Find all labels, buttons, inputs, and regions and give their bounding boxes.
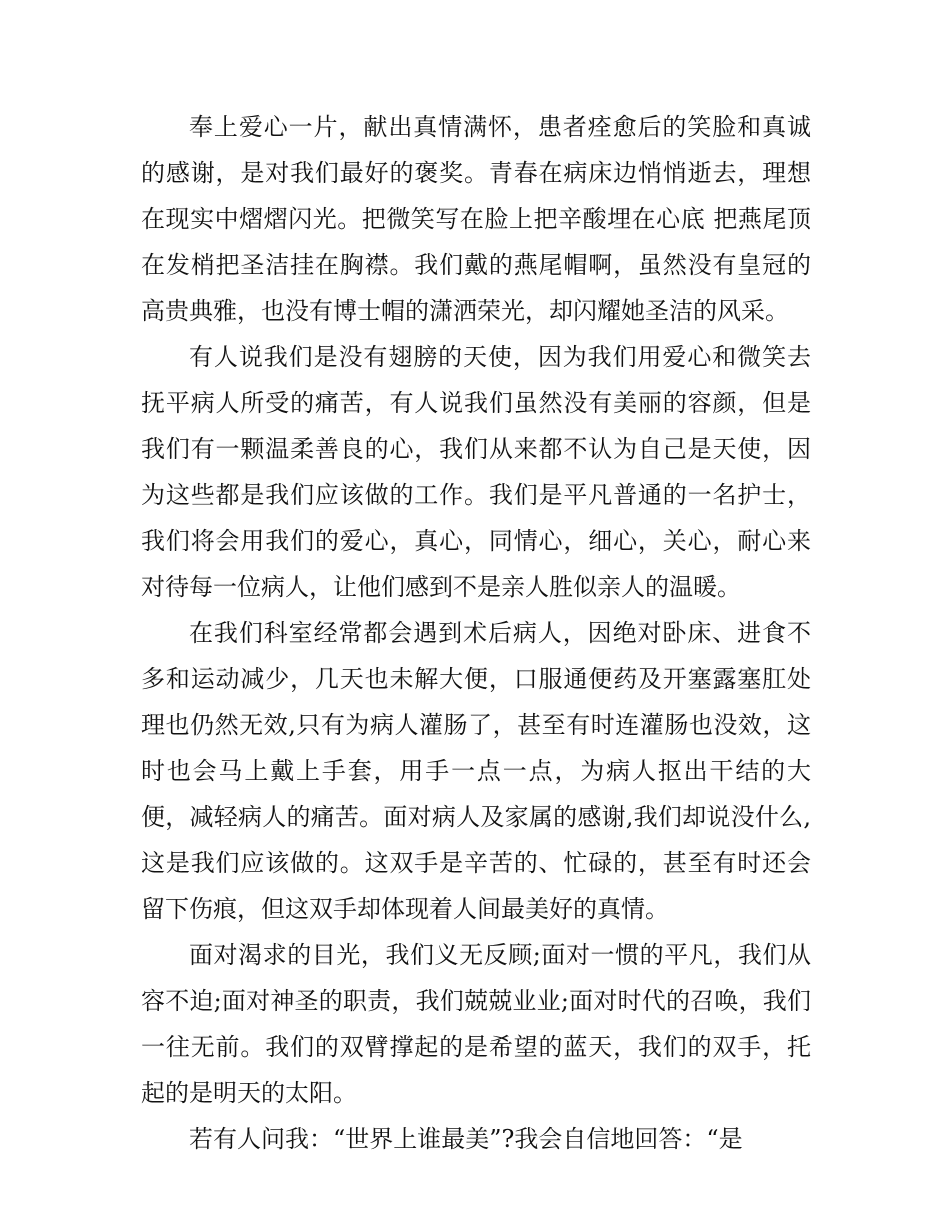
paragraph-2: 有人说我们是没有翅膀的天使，因为我们用爱心和微笑去抚平病人所受的痛苦，有人说我们虽然没有美丽的容颜，但是我们有一颗温柔善良的心，我们从来都不认为自己是天使，因为这些都是我们应该做的工作。我们是平凡普通的一名护士，我们将会用我们的爱心，真心，同情心，细心，关心，耐心来对待每一位病人，让他们感到不是亲人胜似亲人的温暖。	[141, 343, 811, 601]
paragraph-5: 若有人问我：“世界上谁最美”?我会自信地回答：“是	[189, 1125, 743, 1153]
document-body	[141, 104, 811, 1162]
paragraph-1: 奉上爱心一片，献出真情满怀，患者痊愈后的笑脸和真诚的感谢，是对我们最好的褒奖。青春在病床边悄悄逝去，理想在现实中熠熠闪光。把微笑写在脸上把辛酸埋在心底 把燕尾顶在发梢把圣洁挂在胸襟。我们戴的燕尾帽啊，虽然没有皇冠的高贵典雅，也没有博士帽的潇洒荣光，却闪耀她圣洁的风采。	[141, 113, 811, 325]
paragraph-4: 面对渴求的目光，我们义无反顾;面对一惯的平凡，我们从容不迫;面对神圣的职责，我们兢兢业业;面对时代的召唤，我们一往无前。我们的双臂撑起的是希望的蓝天，我们的双手，托起的是明天的太阳。	[141, 941, 811, 1107]
paragraph-3: 在我们科室经常都会遇到术后病人，因绝对卧床、进食不多和运动减少，几天也未解大便，口服通便药及开塞露塞肛处理也仍然无效,只有为病人灌肠了，甚至有时连灌肠也没效，这时也会马上戴上手套，用手一点一点，为病人抠出干结的大便，减轻病人的痛苦。面对病人及家属的感谢,我们却说没什么,这是我们应该做的。这双手是辛苦的、忙碌的，甚至有时还会留下伤痕，但这双手却体现着人间最美好的真情。	[141, 619, 811, 923]
